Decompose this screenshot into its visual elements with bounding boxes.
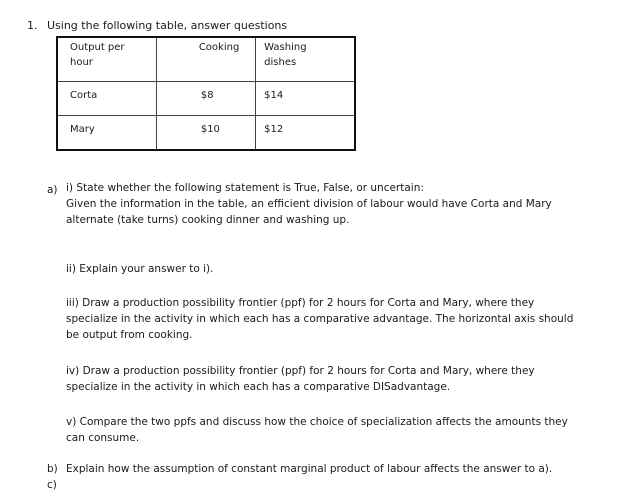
part-a-iv [66, 363, 535, 395]
header-washing-dishes: Washing dishes [256, 37, 355, 82]
part-c-label: c) [47, 479, 57, 491]
question-1-heading [27, 19, 287, 32]
part-a-v-line: can consume. [66, 432, 140, 444]
part-a-ii: ii) Explain your answer to i). [66, 263, 214, 275]
cooking-value-cell: $10 [156, 116, 255, 150]
part-a-iv-line: iv) Draw a production possibility frontier (ppf) for 2 hours for Corta and Mary, where they [66, 365, 535, 377]
part-a-v-line: v) Compare the two ppfs and discuss how the choice of specialization affects the amounts they [66, 416, 568, 428]
part-a-iv-line: specialize in the activity in which each has a comparative DISadvantage. [66, 381, 451, 393]
header-output-per-hour: Output per hour [57, 37, 156, 82]
part-a-label: a) [47, 184, 58, 196]
part-a-i-line: Given the information in the table, an efficient division of labour would have Corta and Mary [66, 198, 552, 210]
output-table [56, 36, 356, 151]
part-a-i-line: alternate (take turns) cooking dinner and washing up. [66, 214, 350, 226]
part-a-v [66, 414, 568, 446]
row-name-cell: Mary [57, 116, 156, 150]
part-a-iii-line: be output from cooking. [66, 329, 193, 341]
part-b-label: b) [47, 463, 58, 475]
part-a-i [66, 180, 552, 228]
part-a-iii [66, 295, 573, 343]
table-header-row [57, 37, 355, 82]
row-name-cell: Corta [57, 82, 156, 116]
part-b-text: Explain how the assumption of constant marginal product of labour affects the answer to a). [66, 463, 553, 475]
table-row [57, 82, 355, 116]
header-cooking: Cooking [156, 37, 255, 82]
washing-value-cell: $12 [256, 116, 355, 150]
question-intro: Using the following table, answer questions [47, 19, 288, 32]
table-row [57, 116, 355, 150]
part-a-i-line: i) State whether the following statement is True, False, or uncertain: [66, 182, 424, 194]
part-a-iii-line: iii) Draw a production possibility frontier (ppf) for 2 hours for Corta and Mary, where they [66, 297, 535, 309]
washing-value-cell: $14 [256, 82, 355, 116]
part-a-iii-line: specialize in the activity in which each has a comparative advantage. The horizontal axis should [66, 313, 574, 325]
cooking-value-cell: $8 [156, 82, 255, 116]
question-number: 1. [27, 19, 38, 32]
